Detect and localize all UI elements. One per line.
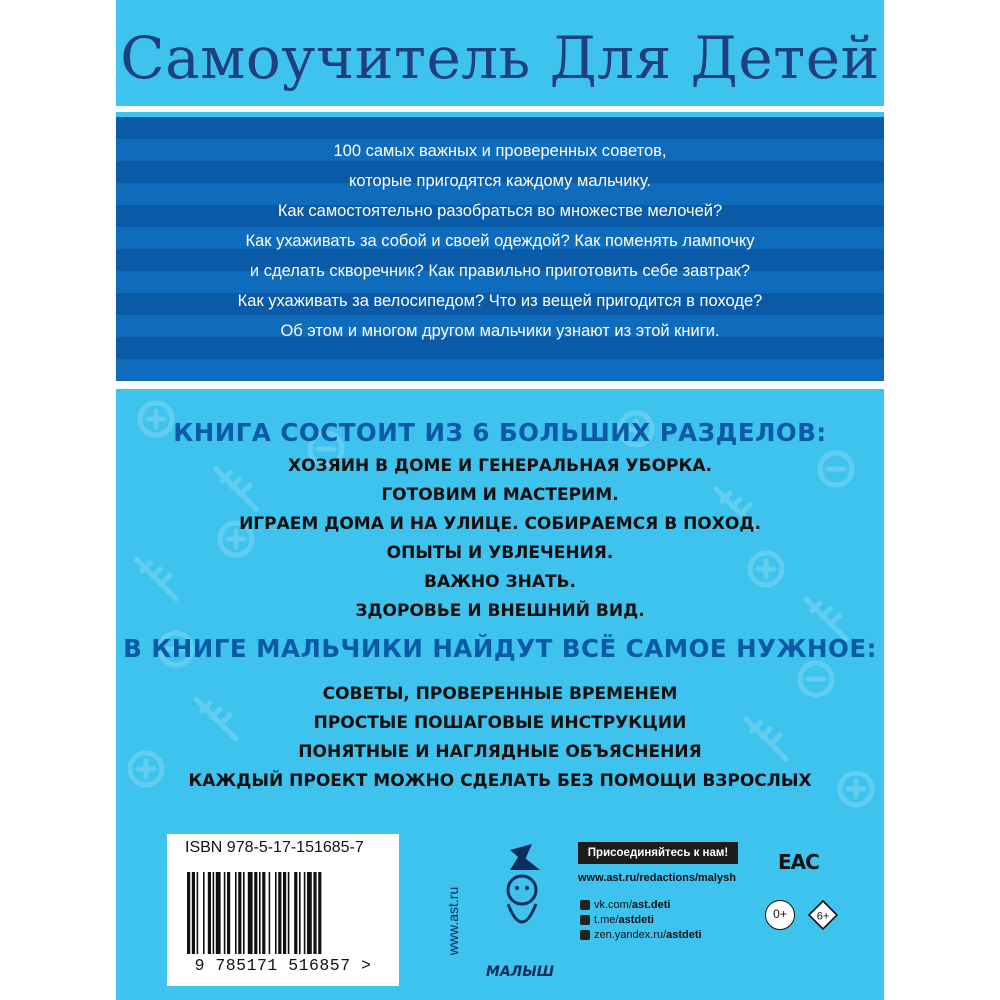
social-handle: astdeti [618,914,654,926]
features-heading: В КНИГЕ МАЛЬЧИКИ НАЙДУТ ВСЁ САМОЕ НУЖНОЕ: [123,634,877,663]
join-us-label: Присоединяйтесь к нам! [578,842,738,864]
social-prefix: vk.com/ [594,899,632,911]
section-item: ВАЖНО ЗНАТЬ. [424,572,576,592]
feature-item: ПРОСТЫЕ ПОШАГОВЫЕ ИНСТРУКЦИИ [313,713,687,733]
intro-line: 100 самых важных и проверенных советов, [333,142,667,160]
section-item: ИГРАЕМ ДОМА И НА УЛИЦЕ. СОБИРАЕМСЯ В ПОХОД. [239,514,761,534]
age-rating-0: 0+ [765,900,795,930]
social-handle: astdeti [666,929,702,941]
publisher-site-link[interactable]: www.ast.ru/redactions/malysh [578,872,736,884]
sections-heading: КНИГА СОСТОИТ ИЗ 6 БОЛЬШИХ РАЗДЕЛОВ: [173,418,827,447]
age-rating-6 [808,900,838,930]
social-prefix: t.me/ [594,914,619,926]
book-title: Самоучитель Для Детей [120,24,880,92]
divider-bottom [116,381,884,389]
social-vk-link[interactable] [580,898,670,912]
publisher-logo-label: МАЛЫШ [485,964,555,980]
isbn-label: ISBN 978-5-17-151685-7 [185,839,364,856]
publisher-logo-icon [480,840,560,950]
barcode-icon [185,872,381,954]
feature-item: СОВЕТЫ, ПРОВЕРЕННЫЕ ВРЕМЕНЕМ [322,684,678,704]
age-rating-6-text: 6+ [816,910,830,923]
telegram-icon [580,915,590,925]
vk-icon [580,900,590,910]
intro-line: и сделать скворечник? Как правильно приготовить себе завтрак? [249,262,751,280]
intro-line: Как самостоятельно разобраться во множестве мелочей? [277,202,723,220]
eac-mark: EAC [778,850,819,874]
section-item: ЗДОРОВЬЕ И ВНЕШНИЙ ВИД. [355,601,645,621]
intro-line: которые пригодятся каждому мальчику. [348,172,652,190]
section-item: ГОТОВИМ И МАСТЕРИМ. [381,485,619,505]
social-prefix: zen.yandex.ru/ [594,929,667,941]
section-item: ХОЗЯИН В ДОМЕ И ГЕНЕРАЛЬНАЯ УБОРКА. [287,456,713,476]
intro-line: Об этом и многом другом мальчики узнают из этой книги. [280,322,720,340]
social-zen-link[interactable] [580,928,702,942]
feature-item: ПОНЯТНЫЕ И НАГЛЯДНЫЕ ОБЪЯСНЕНИЯ [298,742,702,762]
intro-line: Как ухаживать за собой и своей одеждой? Как поменять лампочку [245,232,755,250]
intro-band [116,117,884,381]
barcode-number: 9 785171 516857 > [194,956,372,975]
intro-line: Как ухаживать за велосипедом? Что из вещей пригодится в походе? [237,292,763,310]
barcode-box [167,834,399,986]
section-item: ОПЫТЫ И УВЛЕЧЕНИЯ. [386,543,614,563]
side-url: www.ast.ru [445,886,461,956]
divider-top [116,106,884,112]
social-handle: ast.deti [631,899,671,911]
zen-icon [580,930,590,940]
social-telegram-link[interactable] [580,913,654,927]
feature-item: КАЖДЫЙ ПРОЕКТ МОЖНО СДЕЛАТЬ БЕЗ ПОМОЩИ ВЗРОСЛЫХ [188,771,812,791]
